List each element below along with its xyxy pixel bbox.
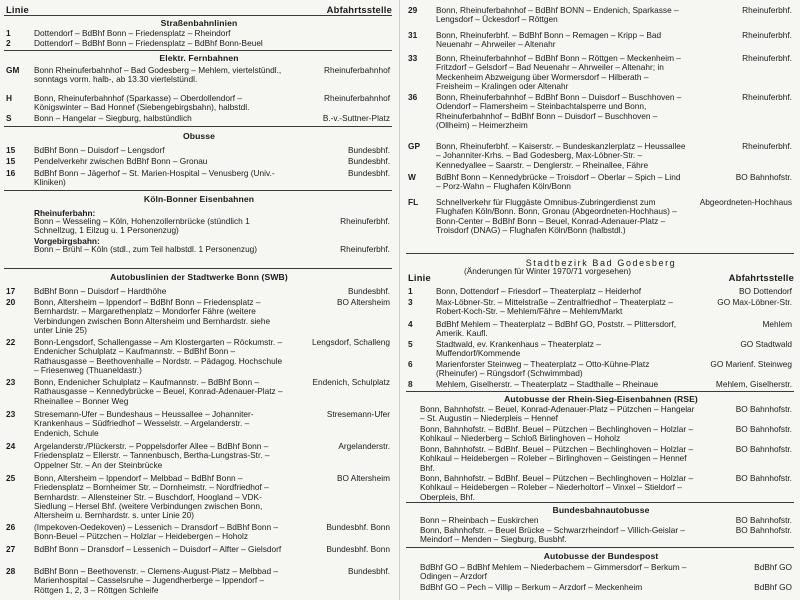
departure-stop: Mehlem xyxy=(762,319,792,329)
subheading-rheinuferbahn: Rheinuferbahn: xyxy=(34,208,96,218)
route-description: Bonn – Wesseling – Köln, Hohenzollernbrücke (stündlich 1 Schnellzug, 1 Eilzug u. 1 Personenzug) xyxy=(34,216,250,236)
divider xyxy=(406,391,794,392)
route-description: Bonn – Rheinbach – Euskirchen xyxy=(420,515,539,525)
departure-stop: BO Bahnhofstr. xyxy=(735,525,792,535)
line-number: 22 xyxy=(6,337,16,347)
divider xyxy=(406,547,794,548)
section-title-bundesbahn: Bundesbahnautobusse xyxy=(552,505,650,515)
departure-stop: Bundesbhf. xyxy=(348,286,390,296)
divider xyxy=(4,50,392,51)
district-header xyxy=(406,272,794,284)
departure-stop: Bundesbhf. xyxy=(348,156,390,166)
departure-stop: Bundesbhf. xyxy=(348,168,390,178)
line-number: 1 xyxy=(6,28,11,38)
route-description: Bonn, Rheinuferbhf. – Kaiserstr. – Bundeskanzlerplatz – Heussallee – Johanniter-Krhs. – Bad Godesberg, Max-Löbner-Str. – Kennedyallee – Saarstr. – Denglerstr. – Rheinallee, Fähre xyxy=(436,141,686,170)
departure-stop: Bundesbhf. Bonn xyxy=(326,522,390,532)
line-number: 33 xyxy=(408,53,418,63)
departure-stop: Rheinuferbhf. xyxy=(742,141,792,151)
column-divider xyxy=(399,0,400,600)
line-number: GP xyxy=(408,141,420,151)
section-title-rse: Autobusse der Rhein-Sieg-Eisenbahnen (RSE) xyxy=(504,394,698,404)
line-number: 25 xyxy=(6,473,16,483)
route-description: Bonn, Rheinuferbahnhof (Sparkasse) – Oberdollendorf – Königswinter – Bad Honnef (Siebengebirgsbahn), halbstdl. xyxy=(34,93,250,113)
route-description: Mehlem, Giselherstr. – Theaterplatz – Stadthalle – Rheinaue xyxy=(436,379,659,389)
departure-stop: Rheinuferbhf. xyxy=(742,92,792,102)
line-number: 1 xyxy=(408,286,413,296)
divider xyxy=(406,253,794,254)
departure-stop: BO Bahnhofstr. xyxy=(735,473,792,483)
section-title-strassenbahn: Straßenbahnlinien xyxy=(160,18,238,28)
departure-stop: BO Bahnhofstr. xyxy=(735,444,792,454)
line-number: 16 xyxy=(6,168,16,178)
subheading-vorgebirgsbahn: Vorgebirgsbahn: xyxy=(34,236,100,246)
route-description: Bonn, Rheinuferbahnhof – BdBhf BONN – Endenich, Sparkasse – Lengsdorf – Ückesdorf – Röttgen xyxy=(436,5,679,25)
route-description: Bonn, Altersheim – Ippendorf – BdBhf Bonn – Friedensplatz – Bernhardstr. – Margarethenplatz – Mondorfer Fähre (weitere Verbindungen zwischen Bonn Altersheim und Bernhardstr. siehe unter Linie 25) xyxy=(34,297,271,335)
route-description: Bonn-Lengsdorf, Schallengasse – Am Klostergarten – Röckumstr. – Endenicher Schulplatz – Kaufmannstr. – BdBhf Bonn – Rathausgasse – Beethovenhalle – Nordstr. – Pädagog. Hochschule – Friesenweg (Thuaneldastr.) xyxy=(34,337,283,375)
line-number: S xyxy=(6,113,12,123)
line-number: 23 xyxy=(6,409,16,419)
route-description: Bonn, Endenicher Schulplatz – Kaufmannstr. – BdBhf Bonn – Rathausgasse – Kennedybrücke – Beuel, Konrad-Adenauer-Platz – Rheinallee – Bonner Weg xyxy=(34,377,283,406)
route-description: (Impekoven-Oedekoven) – Lessenich – Dransdorf – BdBhf Bonn – Bonn-Beuel – Pützchen – Holzlar – Heidebergen – Hoholz xyxy=(34,522,278,542)
line-number: 27 xyxy=(6,544,16,554)
line-number: W xyxy=(408,172,416,182)
section-title-obusse: Obusse xyxy=(182,131,216,141)
route-description: Bonn, Rheinuferbhf. – BdBhf Bonn – Remagen – Kripp – Bad Neuenahr – Ahrweiler – Altenahr xyxy=(436,30,662,50)
route-description: BdBhf Bonn – Duisdorf – Lengsdorf xyxy=(34,145,165,155)
route-description: Bonn – Hangelar – Siegburg, halbstündlich xyxy=(34,113,192,123)
linie-header: Linie xyxy=(6,4,29,15)
line-number: 29 xyxy=(408,5,418,15)
route-description: Bonn Rheinuferbahnhof – Bad Godesberg – Mehlem, viertelstündl., sonntags vorm. halb-, ab 13.30 viertelstündl. xyxy=(34,65,282,85)
departure-stop: Bundesbhf. xyxy=(348,145,390,155)
line-number: H xyxy=(6,93,12,103)
departure-stop: BO Bahnhofstr. xyxy=(735,424,792,434)
line-number: 28 xyxy=(6,566,16,576)
line-number: 20 xyxy=(6,297,16,307)
route-description: BdBhf Bonn – Beethovenstr. – Clemens-August-Platz – Melbbad – Marienhospital – Casselsruhe – Jugendherberge – Ippendorf – Röttgen 1, 2, 3 – Röttgen Schleife xyxy=(34,566,278,595)
departure-stop: BdBhf GO xyxy=(754,562,792,572)
departure-stop: Bundesbhf. Bonn xyxy=(326,544,390,554)
divider xyxy=(406,502,794,503)
departure-stop: Rheinuferbhf. xyxy=(742,5,792,15)
departure-stop: GO Max-Löbner-Str. xyxy=(717,297,792,307)
line-number: 5 xyxy=(408,339,413,349)
line-number: GM xyxy=(6,65,20,75)
divider xyxy=(4,15,392,16)
departure-stop: GO Marienf. Steinweg xyxy=(710,359,792,369)
divider xyxy=(4,126,392,127)
departure-stop: Rheinuferbhf. xyxy=(340,216,390,226)
route-description: BdBhf Bonn – Jägerhof – St. Marien-Hospital – Venusberg (Univ.-Kliniken) xyxy=(34,168,275,188)
line-number: 4 xyxy=(408,319,413,329)
route-description: Bonn, Altersheim – Ippendorf – Melbbad – BdBhf Bonn – Friedensplatz – Bornheimer Str. – Dornheimstr. – Nordfriedhof – Bernhardstr. – Allensteiner Str. – Buschdorf, Hoogland – VDK-Siedlung – Hersel Bhf. (weitere Verbindungen zwischen Bonn, Altersheim u. Bernhardstr. s. unter Linie 20) xyxy=(34,473,269,521)
route-description: Dottendorf – BdBhf Bonn – Friedensplatz – Rheindorf xyxy=(34,28,231,38)
departure-stop: Abgeordneten-Hochhaus xyxy=(699,197,792,207)
line-number: FL xyxy=(408,197,419,207)
route-description: BdBhf Mehlem – Theaterplatz – BdBhf GO, Poststr. – Plittersdorf, Amerik. Kaufl. xyxy=(436,319,677,339)
route-description: Bonn, Rheinuferbahnhof – BdBhf Bonn – Duisdorf – Buschhoven – Odendorf – Flamersheim – Steinbachtalsperre und Bonn, Rheinuferbahnhof – BdBhf Bonn – Duisdorf – Buschhoven – (Ollheim) – Heimerzheim xyxy=(436,92,682,130)
route-description: Max-Löbner-Str. – Mittelstraße – Zentralfriedhof – Theaterplatz – Robert-Koch-Str. – Mehlem/Fähre – Mehlem/Markt xyxy=(436,297,673,317)
route-description: Stadtwald, ev. Krankenhaus – Theaterplatz – Muffendorf/Kommende xyxy=(436,339,601,359)
line-number: 36 xyxy=(408,92,418,102)
line-number: 31 xyxy=(408,30,418,40)
route-description: Dottendorf – BdBhf Bonn – Friedensplatz – BdBhf Bonn-Beuel xyxy=(34,38,263,48)
linie-header: Linie xyxy=(408,272,431,283)
line-number: 17 xyxy=(6,286,16,296)
right-column xyxy=(402,0,800,600)
departure-stop: Rheinuferbhf. xyxy=(742,30,792,40)
route-description: BdBhf Bonn – Kennedybrücke – Troisdorf – Oberlar – Spich – Lind – Porz-Wahn – Flughafen Köln/Bonn xyxy=(436,172,681,192)
section-title-fernbahnen: Elektr. Fernbahnen xyxy=(159,53,239,63)
departure-stop: Argelanderstr. xyxy=(338,441,390,451)
route-description: Bonn, Bahnhofstr. – Beuel, Konrad-Adenauer-Platz – Pützchen – Hangelar – St. Augustin – Niederpleis – Hennef xyxy=(420,404,695,424)
departure-stop: Rheinuferbahnhof xyxy=(324,65,390,75)
departure-stop: BO Bahnhofstr. xyxy=(735,404,792,414)
departure-stop: BO Altersheim xyxy=(336,297,390,307)
departure-stop: Rheinuferbhf. xyxy=(742,53,792,63)
line-number: 15 xyxy=(6,156,16,166)
line-number: 6 xyxy=(408,359,413,369)
departure-stop: Rheinuferbhf. xyxy=(340,244,390,254)
route-description: Bonn – Brühl – Köln (stdl., zum Teil halbstdl. 1 Personenzug) xyxy=(34,244,258,254)
departure-stop: Endenich, Schulplatz xyxy=(312,377,390,387)
departure-stop: GO Stadtwald xyxy=(740,339,792,349)
departure-stop: Mehlem, Giselherstr. xyxy=(715,379,792,389)
route-description: BdBhf Bonn – Dransdorf – Lessenich – Duisdorf – Alfter – Gielsdorf xyxy=(34,544,282,554)
line-number: 24 xyxy=(6,441,16,451)
left-column xyxy=(0,0,398,600)
section-title-bundespost: Autobusse der Bundespost xyxy=(543,551,659,561)
line-number: 8 xyxy=(408,379,413,389)
departure-stop: Rheinuferbahnhof xyxy=(324,93,390,103)
abfahrtsstelle-header: Abfahrtsstelle xyxy=(326,4,392,15)
section-title-swb: Autobuslinien der Stadtwerke Bonn (SWB) xyxy=(110,272,288,282)
district-subtitle: (Änderungen für Winter 1970/71 vorgesehen) xyxy=(464,266,631,276)
section-title-kbe: Köln-Bonner Eisenbahnen xyxy=(143,194,255,204)
route-description: Marienforster Steinweg – Theaterplatz – Otto-Kühne-Platz (Rheinufer) – Rüngsdorf (Schwimmbad) xyxy=(436,359,650,379)
route-description: Bonn, Bahnhofstr. – BdBhf. Beuel – Pützchen – Bechlinghoven – Holzlar – Kohlkaul – Niederberg – Schloß Birlinghoven – Hoholz xyxy=(420,424,694,444)
departure-stop: BO Dottendorf xyxy=(738,286,792,296)
route-description: Bonn, Bahnhofstr. – Beuel Brücke – Schwarzrheindorf – Villich-Geislar – Meindorf – Menden – Siegburg, Busbhf. xyxy=(420,525,686,545)
departure-stop: Lengsdorf, Schalleng xyxy=(312,337,390,347)
divider xyxy=(4,190,392,191)
line-number: 15 xyxy=(6,145,16,155)
line-number: 2 xyxy=(6,38,11,48)
route-description: Bonn, Rheinuferbahnhof – BdBhf Bonn – Röttgen – Meckenheim – Fritzdorf – Gelsdorf – Bad Neuenahr – Ahrweiler – Altenahr; in Meckenheim Abzweigung über Wormersdorf – Hilberath – Freisheim – Kralingen oder Altenahr xyxy=(436,53,681,91)
line-number: 26 xyxy=(6,522,16,532)
route-description: Bonn, Bahnhofstr. – BdBhf. Beuel – Pützchen – Bechlinghoven – Holzlar – Kohlkaul – Heidebergen – Roleber – Birlinghoven – Geistingen – Hennef Bhf. xyxy=(420,444,694,473)
route-description: Schnellverkehr für Fluggäste Omnibus-Zubringerdienst zum Flughafen Köln/Bonn. Bonn, Gronau (Abgeordneten-Hochhaus) – Bonn-Center – BdBhf Bonn – Beuel, Konrad-Adenauer-Platz – Troisdorf (DNAG) – Flughafen Köln/Bonn (halbstdl.) xyxy=(436,197,677,235)
route-description: Argelanderstr./Plückerstr. – Poppelsdorfer Allee – BdBhf Bonn – Friedensplatz – Ellerstr. – Tannenbusch, Bertha-Lungstras-Str. – Oppelner Str. – An der Steinbrücke xyxy=(34,441,270,470)
route-description: BdBhf GO – BdBhf Mehlem – Niederbachem – Gimmersdorf – Berkum – Odingen – Arzdorf xyxy=(420,562,687,582)
departure-stop: BO Altersheim xyxy=(336,473,390,483)
route-description: Bonn, Bahnhofstr. – BdBhf. Beuel – Pützchen – Bechlinghoven – Holzlar – Kohlkaul – Heidebergen – Roleber – Niederholtorf – Vinxel – Stieldorf – Oberpleis, Bhf. xyxy=(420,473,694,502)
line-number: 3 xyxy=(408,297,413,307)
route-description: Pendelverkehr zwischen BdBhf Bonn – Gronau xyxy=(34,156,208,166)
line-number: 23 xyxy=(6,377,16,387)
departure-stop: BO Bahnhofstr. xyxy=(735,515,792,525)
route-description: BdBhf GO – Pech – Villip – Berkum – Arzdorf – Meckenheim xyxy=(420,582,643,592)
departure-stop: Stresemann-Ufer xyxy=(326,409,390,419)
route-description: Bonn, Dottendorf – Friesdorf – Theaterplatz – Heiderhof xyxy=(436,286,642,296)
departure-stop: BdBhf GO xyxy=(754,582,792,592)
departure-stop: B.-v.-Suttner-Platz xyxy=(322,113,390,123)
departure-stop: BO Bahnhofstr. xyxy=(735,172,792,182)
route-description: BdBhf Bonn – Duisdorf – Hardthöhe xyxy=(34,286,167,296)
divider xyxy=(4,268,392,269)
abfahrtsstelle-header: Abfahrtsstelle xyxy=(728,272,794,283)
district-title: Stadtbezirk Bad Godesberg xyxy=(525,258,677,268)
route-description: Stresemann-Ufer – Bundeshaus – Heussallee – Johanniter-Krankenhaus – Südfriedhof – Wesselstr. – Argelanderstr. – Endenich, Schule xyxy=(34,409,254,438)
departure-stop: Bundesbhf. xyxy=(348,566,390,576)
